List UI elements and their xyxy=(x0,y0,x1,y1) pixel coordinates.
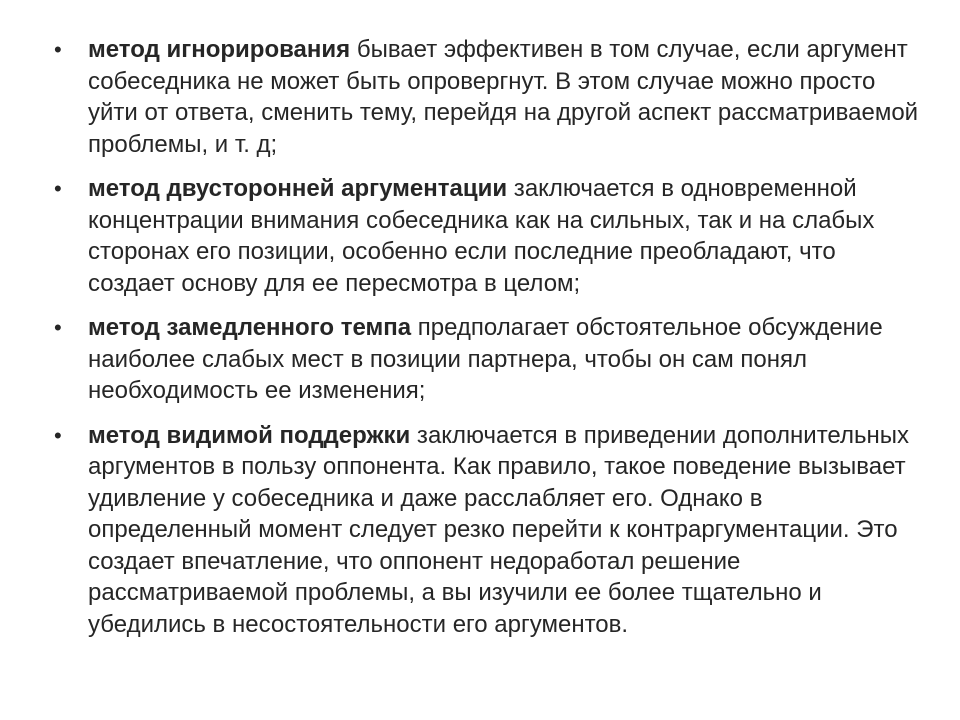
bullet-list xyxy=(88,34,928,653)
bullet-item-slow-pace-method xyxy=(88,312,928,407)
bullet-term: метод замедленного темпа xyxy=(88,314,412,341)
bullet-item-visible-support-method xyxy=(88,420,928,641)
bullet-text: заключается в одновременной концентрации внимания собеседника как на сильных, так и на слабых сторонах его позиции, особенно если последние преобладают, что создает основу для ее пересмотра в целом; xyxy=(88,175,875,297)
bullet-text: бывает эффективен в том случае, если аргумент собеседника не может быть опровергнут. В этом случае можно просто уйти от ответа, сменить тему, перейдя на другой аспект рассматриваемой проблемы, и т. д; xyxy=(88,36,919,158)
bullet-term: метод двусторонней аргументации xyxy=(88,175,508,202)
bullet-term: метод видимой поддержки xyxy=(88,421,411,449)
bullet-item-ignoring-method xyxy=(88,34,928,160)
bullet-text: предполагает обстоятельное обсуждение наиболее слабых мест в позиции партнера, чтобы он сам понял необходимость ее изменения; xyxy=(88,314,883,404)
bullet-term: метод игнорирования xyxy=(88,36,351,63)
bullet-item-two-sided-method xyxy=(88,173,928,299)
bullet-text: заключается в приведении дополнительных аргументов в пользу оппонента. Как правило, такое поведение вызывает удивление у собеседника и даже расслабляет его. Однако в определенный момент следует резко перейти к контраргументации. Это создает впечатление, что оппонент недоработал решение рассматриваемой проблемы, а вы изучили ее более тщательно и убедились в несостоятельности его аргументов. xyxy=(88,421,909,638)
